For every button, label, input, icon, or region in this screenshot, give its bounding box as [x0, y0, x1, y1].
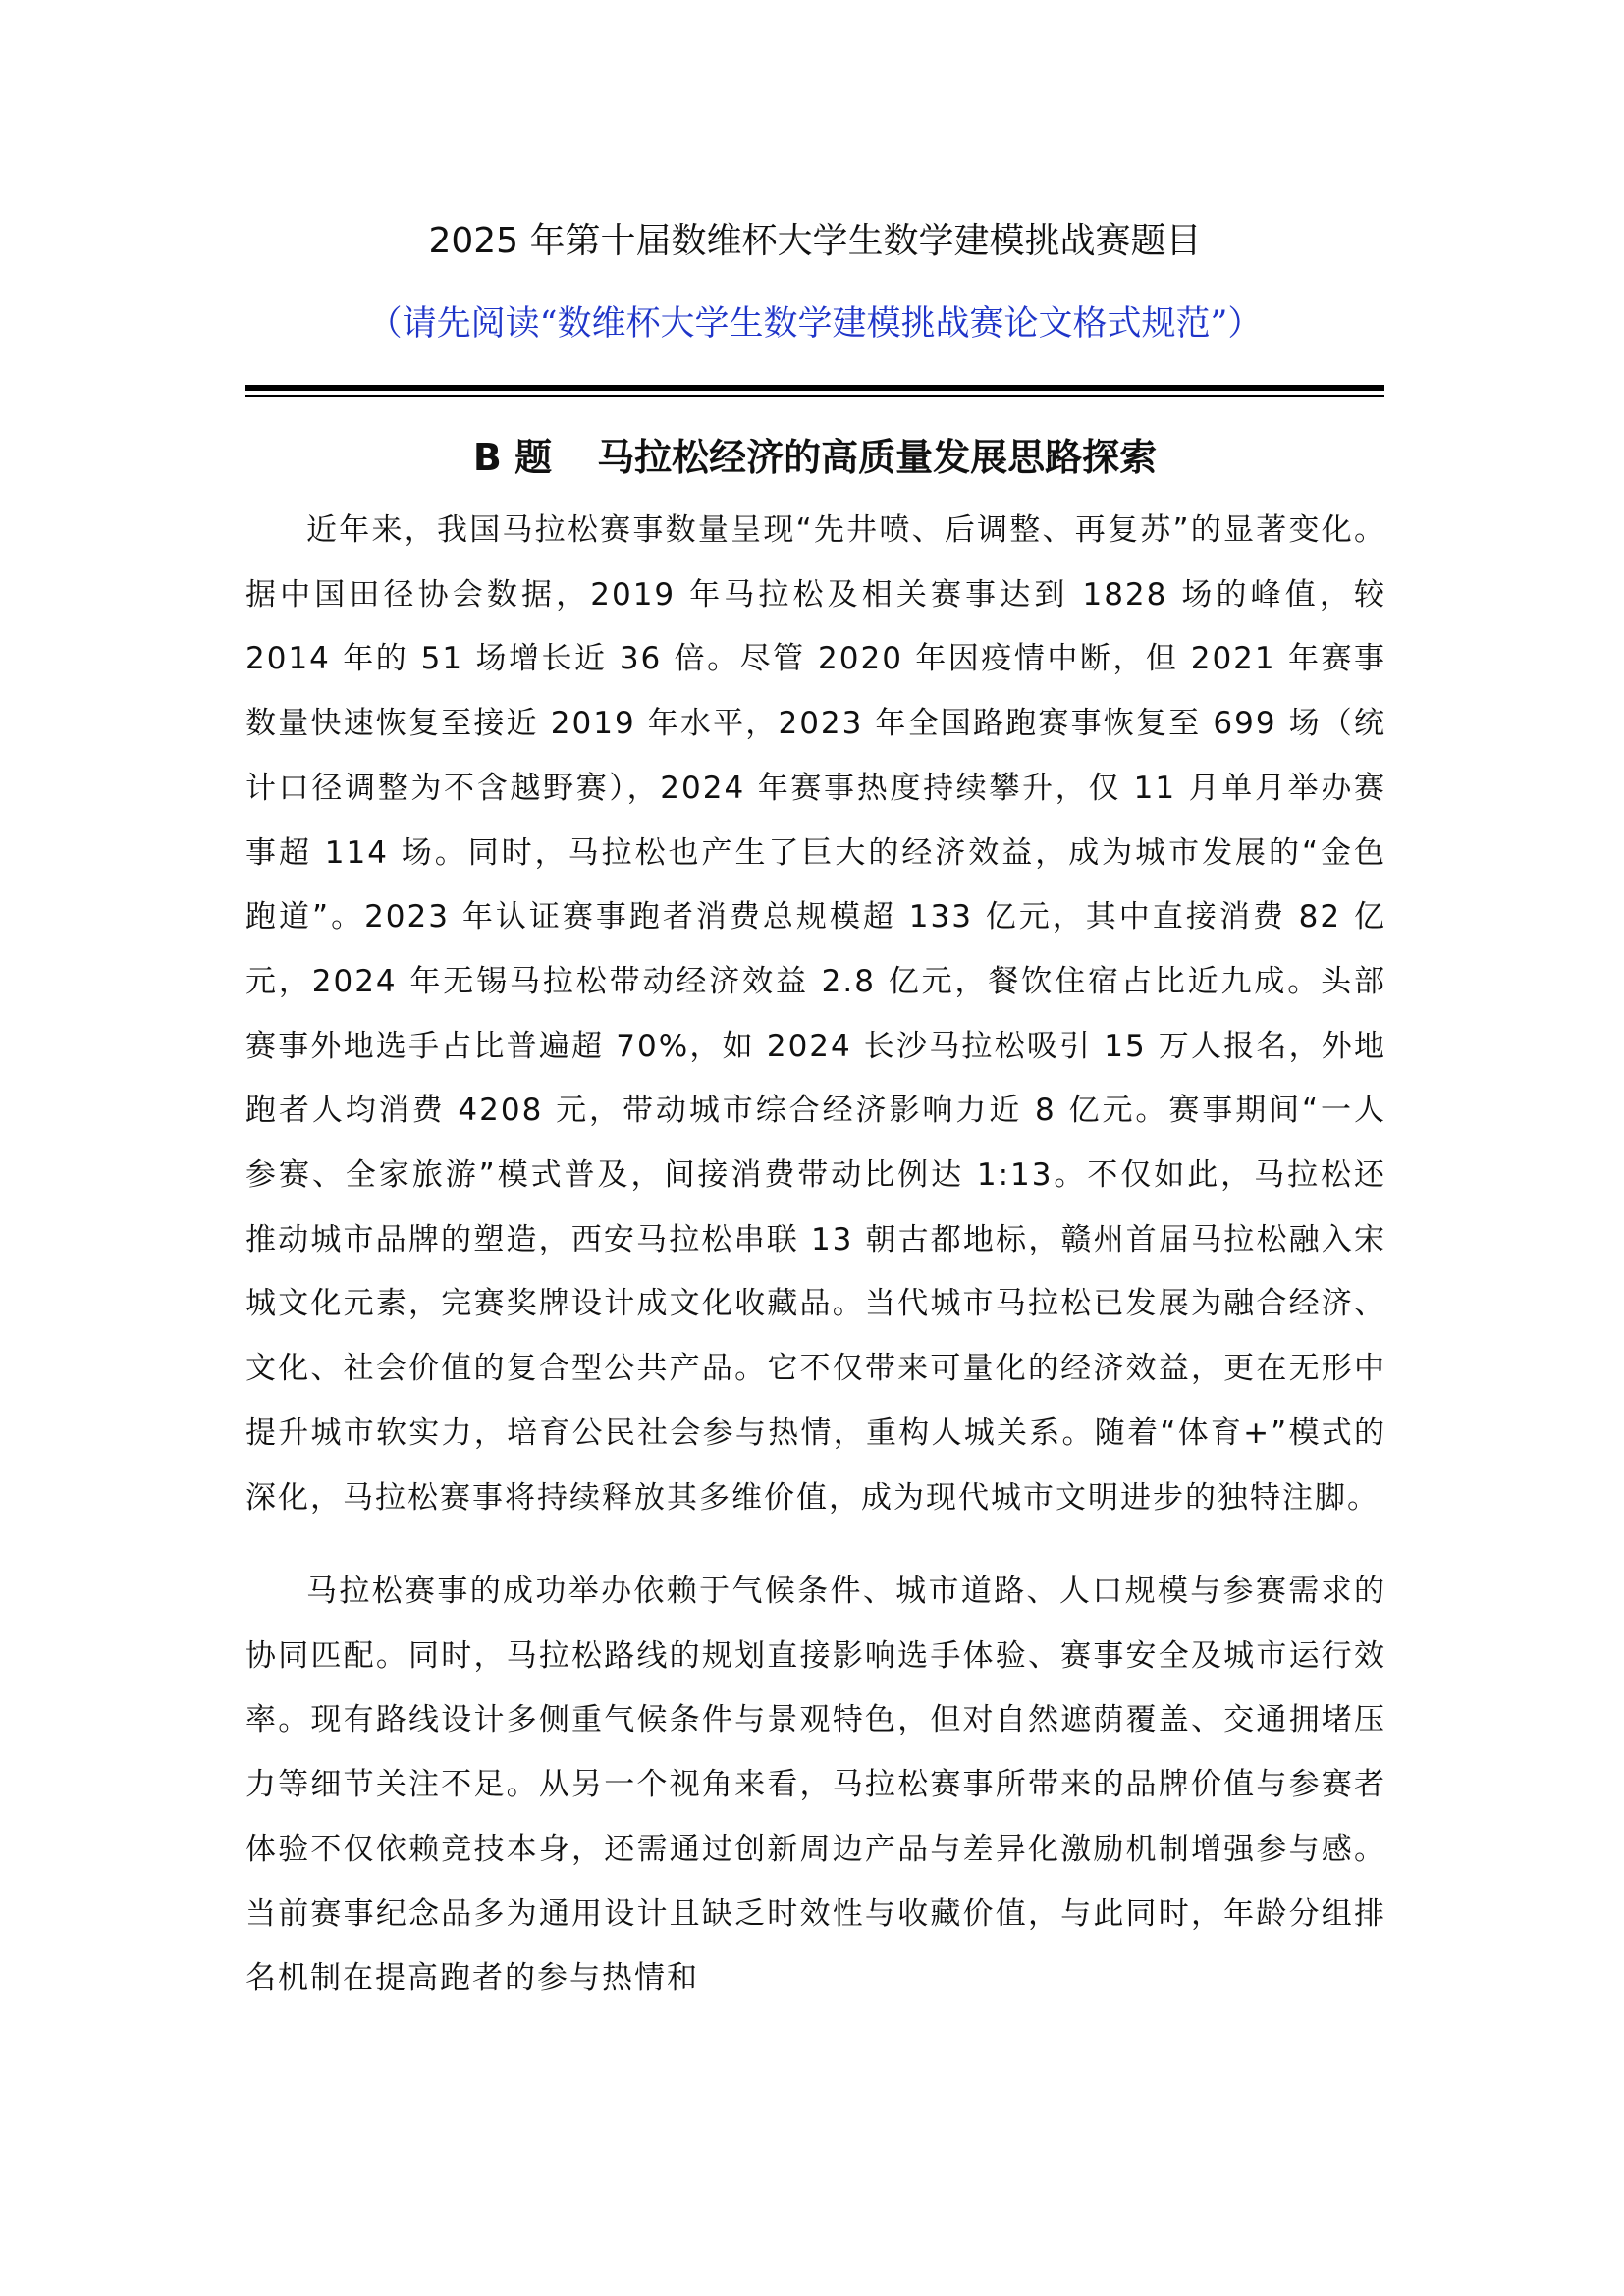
title-divider-thin — [245, 395, 1384, 397]
problem-title: 马拉松经济的高质量发展思路探索 — [597, 436, 1158, 479]
problem-label: B 题 — [472, 436, 553, 479]
page-subtitle: （请先阅读“数维杯大学生数学建模挑战赛论文格式规范”） — [367, 304, 1263, 344]
body-paragraph: 近年来，我国马拉松赛事数量呈现“先井喷、后调整、再复苏”的显著变化。据中国田径协会数据，2019 年马拉松及相关赛事达到 1828 场的峰值，较 2014 年的 51 场增长近 36 倍。尽管 2020 年因疫情中断，但 2021 年赛事数量快速恢复至接近 2019 年水平，2023 年全国路跑赛事恢复至 699 场（统计口径调整为不含越野赛），2024 年赛事热度持续攀升，仅 11 月单月举办赛事超 114 场。同时，马拉松也产生了巨大的经济效益，成为城市发展的“金色跑道”。2023 年认证赛事跑者消费总规模超 133 亿元，其中直接消费 82 亿元，2024 年无锡马拉松带动经济效益 2.8 亿元，餐饮住宿占比近九成。头部赛事外地选手占比普遍超 70%，如 2024 长沙马拉松吸引 15 万人报名，外地跑者人均消费 4208 元，带动城市综合经济影响力近 8 亿元。赛事期间“一人参赛、全家旅游”模式普及，间接消费带动比例达 1:13。不仅如此，马拉松还推动城市品牌的塑造，西安马拉松串联 13 朝古都地标，赣州首届马拉松融入宋城文化元素，完赛奖牌设计成文化收藏品。当代城市马拉松已发展为融合经济、文化、社会价值的复合型公共产品。它不仅带来可量化的经济效益，更在无形中提升城市软实力，培育公民社会参与热情，重构人城关系。随着“体育+”模式的深化，马拉松赛事将持续释放其多维价值，成为现代城市文明进步的独特注脚。 — [245, 512, 1386, 1516]
problem-heading — [245, 424, 1384, 491]
page-title: 2025 年第十届数维杯大学生数学建模挑战赛题目 — [428, 221, 1202, 261]
body-paragraph: 马拉松赛事的成功举办依赖于气候条件、城市道路、人口规模与参赛需求的协同匹配。同时，马拉松路线的规划直接影响选手体验、赛事安全及城市运行效率。现有路线设计多侧重气候条件与景观特色，但对自然遮荫覆盖、交通拥堵压力等细节关注不足。从另一个视角来看，马拉松赛事所带来的品牌价值与参赛者体验不仅依赖竞技本身，还需通过创新周边产品与差异化激励机制增强参与感。当前赛事纪念品多为通用设计且缺乏时效性与收藏价值，与此同时，年龄分组排名机制在提高跑者的参与热情和 — [245, 1574, 1386, 1997]
title-divider-thick — [245, 385, 1384, 391]
